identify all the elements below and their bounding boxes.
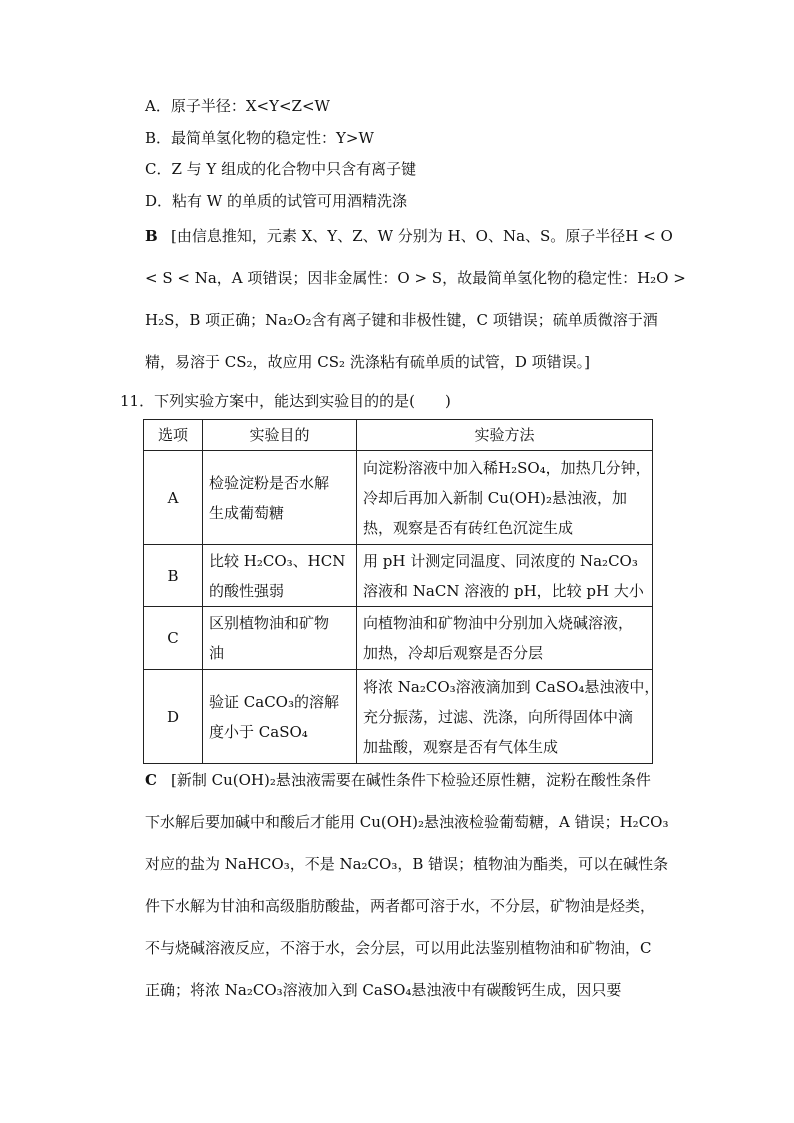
table-row [144, 545, 653, 607]
purpose-line: 油 [209, 644, 225, 662]
q10-option-c: C．Z 与 Y 组成的化合物中只含有离子键 [145, 160, 417, 178]
row-option: A [144, 451, 203, 545]
table-row [144, 670, 653, 764]
q10-option-a: A．原子半径：X<Y<Z<W [145, 97, 330, 115]
row-purpose [203, 607, 357, 670]
q10-option-d: D．粘有 W 的单质的试管可用酒精洗涤 [145, 192, 407, 210]
q11-explanation-line: 不与烧碱溶液反应，不溶于水，会分层，可以用此法鉴别植物油和矿物油，C [145, 939, 652, 957]
purpose-line: 区别植物油和矿物 [209, 614, 330, 632]
row-purpose [203, 670, 357, 764]
row-option: C [144, 607, 203, 670]
q11-explanation-line: 正确；将浓 Na₂CO₃溶液加入到 CaSO₄悬浊液中有碳酸钙生成，因只要 [145, 981, 622, 999]
purpose-line: 生成葡萄糖 [209, 503, 285, 522]
purpose-line: 验证 CaCO₃的溶解 [209, 692, 339, 711]
method-line: 加热，冷却后观察是否分层 [363, 644, 544, 662]
table-header-row [144, 420, 653, 451]
q10-explanation-line: [由信息推知，元素 X、Y、Z、W 分别为 H、O、Na、S。原子半径H < O [171, 227, 673, 245]
q11-explanation-line: 下水解后要加碱中和酸后才能用 Cu(OH)₂悬浊液检验葡萄糖，A 错误；H₂CO₃ [145, 813, 669, 831]
purpose-line: 检验淀粉是否水解 [209, 473, 330, 492]
purpose-line: 的酸性强弱 [209, 581, 285, 600]
q10-explanation-line: 精，易溶于 CS₂，故应用 CS₂ 洗涤粘有硫单质的试管，D 项错误。] [145, 353, 590, 371]
row-method [357, 670, 660, 764]
q11-explanation-line: 件下水解为甘油和高级脂肪酸盐，两者都可溶于水，不分层，矿物油是烃类， [145, 897, 656, 915]
table-row [144, 607, 653, 670]
q10-answer-letter: B [145, 227, 158, 245]
row-purpose [203, 545, 357, 607]
q11-answer-letter: C [145, 771, 157, 789]
row-option: B [144, 545, 203, 607]
row-purpose [203, 451, 357, 545]
method-line: 用 pH 计测定同温度、同浓度的 Na₂CO₃ [363, 551, 638, 570]
header-purpose: 实验目的 [203, 420, 357, 451]
row-option: D [144, 670, 203, 764]
purpose-line: 度小于 CaSO₄ [209, 722, 308, 741]
row-method [357, 451, 653, 545]
method-line: 将浓 Na₂CO₃溶液滴加到 CaSO₄悬浊液中， [363, 677, 660, 696]
q10-explanation-line: < S < Na，A 项错误；因非金属性：O > S，故最简单氢化物的稳定性：H₂O > [145, 269, 686, 287]
q11-explanation-line: [新制 Cu(OH)₂悬浊液需要在碱性条件下检验还原性糖，淀粉在酸性条件 [171, 771, 651, 789]
method-line: 加盐酸，观察是否有气体生成 [363, 737, 559, 756]
table-row [144, 451, 653, 545]
experiment-table [143, 419, 660, 764]
q11-stem: 11．下列实验方案中，能达到实验目的的是( ) [120, 392, 451, 410]
q10-explanation-line: H₂S，B 项正确；Na₂O₂含有离子键和非极性键，C 项错误；硫单质微溶于酒 [145, 311, 658, 329]
header-method: 实验方法 [357, 420, 653, 451]
q10-option-b: B．最简单氢化物的稳定性：Y>W [145, 129, 374, 147]
q11-explanation-line: 对应的盐为 NaHCO₃，不是 Na₂CO₃，B 错误；植物油为酯类，可以在碱性条 [145, 855, 669, 873]
method-line: 向淀粉溶液中加入稀H₂SO₄，加热几分钟， [363, 458, 651, 477]
method-line: 冷却后再加入新制 Cu(OH)₂悬浊液，加 [363, 488, 628, 507]
method-line: 充分振荡，过滤、洗涤，向所得固体中滴 [363, 707, 634, 726]
row-method [357, 607, 653, 670]
header-option: 选项 [144, 420, 203, 451]
purpose-line: 比较 H₂CO₃、HCN [209, 551, 346, 570]
method-line: 向植物油和矿物油中分别加入烧碱溶液， [363, 614, 634, 632]
row-method [357, 545, 653, 607]
method-line: 溶液和 NaCN 溶液的 pH，比较 pH 大小 [363, 581, 644, 600]
method-line: 热，观察是否有砖红色沉淀生成 [363, 518, 574, 537]
